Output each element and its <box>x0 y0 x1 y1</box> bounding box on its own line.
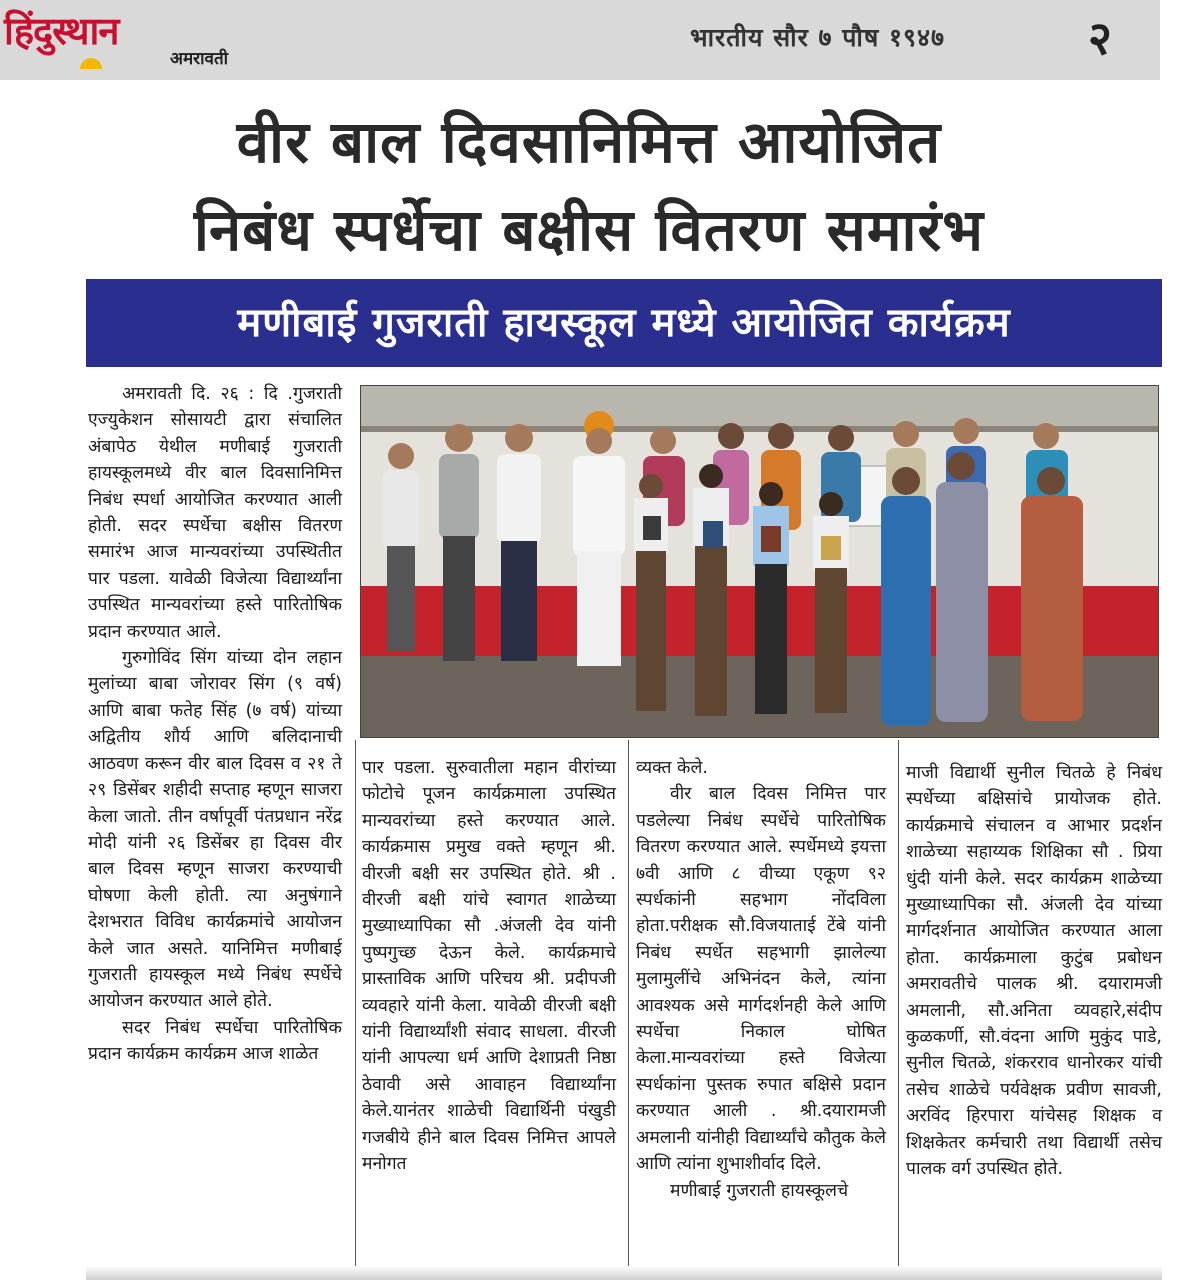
paragraph: पार पडला. सुरुवातीला महान वीरांच्या फोटोचे पूजन कार्यक्रमाला उपस्थित मान्यवरांच्या हस्ते करण्यात आले. कार्यक्रमास प्रमुख वक्ते म्हणून श्री. वीरजी बक्षी सर उपस्थित होते. श्री . वीरजी बक्षी यांचे स्वागत शाळेच्या मुख्याध्यापिका सौ .अंजली देव यांनी पुष्पगुच्छ देऊन केले. कार्यक्रमाचे प्रास्ताविक आणि परिचय श्री. प्रदीपजी व्यवहारे यांनी केला. यावेळी वीरजी बक्षी यांनी विद्यार्थ्यांशी संवाद साधला. वीरजी यांनी आपल्या धर्म आणि देशाप्रती निष्ठा ठेवावी असे आवाहन विद्यार्थ्यांना केले.यानंतर शाळेची विद्यार्थिनी पंखुडी गजबीये हीने बाल दिवस निमित्त आपले मनोगत <box>362 758 616 1175</box>
article-column-4 <box>906 760 1162 1183</box>
paragraph: व्यक्त केले. <box>636 758 708 778</box>
page-bottom-edge <box>86 1266 1162 1280</box>
article-column-2 <box>362 755 616 1178</box>
column-divider <box>355 740 356 1270</box>
paragraph: सदर निबंध स्पर्धेचा पारितोषिक प्रदान कार्यक्रम कार्यक्रम आज शाळेत <box>88 1017 342 1065</box>
article-column-1 <box>88 381 342 1068</box>
column-divider <box>898 740 899 1270</box>
subheadline-banner <box>86 279 1162 367</box>
group-photo-illustration <box>361 386 1158 737</box>
column-divider <box>628 740 629 1270</box>
article-column-3 <box>636 755 886 1204</box>
edition-name: अमरावती <box>170 49 229 69</box>
paragraph: वीर बाल दिवस निमित्त पार पडलेल्या निबंध स्पर्धेचे पारितोषिक वितरण करण्यात आले. स्पर्धेमध्ये इयत्ता ७वी आणि ८ वीच्या एकूण ९२ स्पर्धकांनी सहभाग नोंदविला होता.परीक्षक सौ.विजयाताई टेंबे यांनी निबंध स्पर्धेत सहभागी झालेल्या मुलामुलींचे अभिनंदन केले, त्यांना आवश्यक असे मार्गदर्शनही केले आणि स्पर्धेचा निकाल घोषित केला.मान्यवरांच्या हस्ते विजेत्या स्पर्धकांना पुस्तक रुपात बक्षिसे प्रदान करण्यात आली . श्री.दयारामजी अमलानी यांनीही विद्यार्थ्यांचे कौतुक केले आणि त्यांना शुभाशीर्वाद दिले. <box>636 784 886 1175</box>
paragraph: अमरावती दि. २६ : दि .गुजराती एज्युकेशन सोसायटी द्वारा संचालित अंबापेठ येथील मणीबाई गुजराती हायस्कूलमध्ये वीर बाल दिवसानिमित्त निबंध स्पर्धा आयोजित करण्यात आली होती. सदर स्पर्धेचा बक्षीस वितरण समारंभ आज मान्यवरांच्या उपस्थितीत पार पडला. यावेळी विजेत्या विद्यार्थ्यांना उपस्थित मान्यवरांच्या हस्ते पारितोषिक प्रदान करण्यात आले. <box>88 384 342 642</box>
masthead <box>0 0 1160 80</box>
event-photo <box>360 385 1159 738</box>
sun-icon <box>80 58 102 69</box>
newspaper-logo: हिंदुस्थान <box>4 8 119 53</box>
paragraph: माजी विद्यार्थी सुनील चितळे हे निबंध स्पर्धेच्या बक्षिसांचे प्रायोजक होते. कार्यक्रमाचे संचालन व आभार प्रदर्शन शाळेच्या सहाय्यक शिक्षिका सौ . प्रिया धुंदी यांनी केले. सदर कार्यक्रम शाळेच्या मुख्याध्यापिका सौ. अंजली देव यांच्या मार्गदर्शनात आयोजित करण्यात आला होता. कार्यक्रमाला कुटुंब प्रबोधन अमरावतीचे पालक श्री. दयारामजी अमलानी, सौ.अनिता व्यवहारे,संदीप कुळकर्णी, सौ.वंदना आणि मुकुंद पाडे, सुनील चितळे, शंकरराव धानोरकर यांची तसेच शाळेचे पर्यवेक्षक प्रवीण सावजी, अरविंद हिरपारा यांचेसह शिक्षक व शिक्षकेतर कर्मचारी तथा विद्यार्थी तसेच पालक वर्ग उपस्थित होते. <box>906 763 1162 1180</box>
headline-line-1: वीर बाल दिवसानिमित्त आयोजित <box>236 108 942 176</box>
dateline: भारतीय सौर ७ पौष १९४७ <box>690 23 946 52</box>
paragraph: मणीबाई गुजराती हायस्कूलचे <box>670 1180 849 1201</box>
subheadline: मणीबाई गुजराती हायस्कूल मध्ये आयोजित कार्यक्रम <box>237 300 1011 346</box>
page-number: २ <box>1088 11 1112 65</box>
paragraph: गुरुगोविंद सिंग यांच्या दोन लहान मुलांच्या बाबा जोरावर सिंग (९ वर्ष) आणि बाबा फतेह सिंह (७ वर्ष) यांच्या अद्वितीय शौर्य आणि बलिदानाची आठवण करून वीर बाल दिवस व २१ ते २९ डिसेंबर शहीदी सप्ताह म्हणून साजरा केला जातो. तीन वर्षापूर्वी पंतप्रधान नरेंद्र मोदी यांनी २६ डिसेंबर हा दिवस वीर बाल दिवस म्हणून साजरा करण्याची घोषणा केली होती. त्या अनुषंगाने देशभरात विविध कार्यक्रमांचे आयोजन केले जात असते. यानिमित्त मणीबाई गुजराती हायस्कूल मध्ये निबंध स्पर्धेचे आयोजन करण्यात आले होते. <box>88 648 342 1012</box>
headline-line-2: निबंध स्पर्धेचा बक्षीस वितरण समारंभ <box>193 196 985 264</box>
